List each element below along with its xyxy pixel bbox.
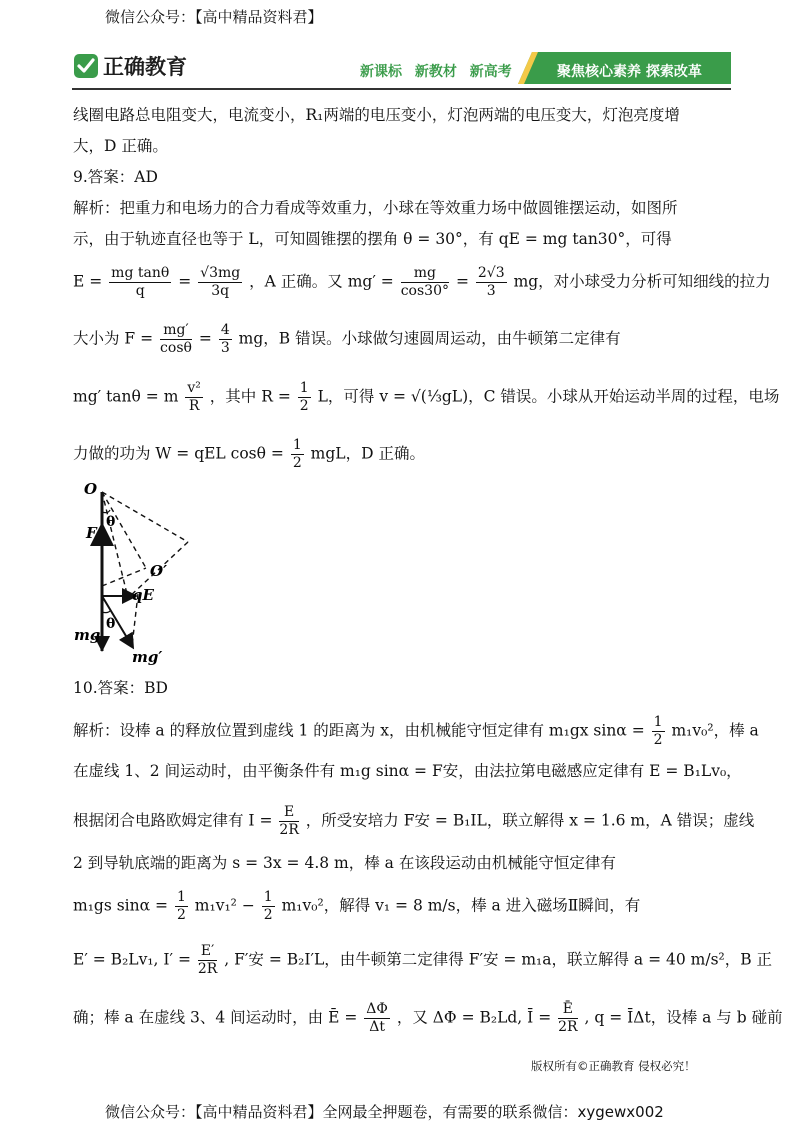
fraction: $\frac{1}{2}$ <box>653 714 663 748</box>
header-divider <box>72 88 731 90</box>
q10-answer: 10.答案：BD <box>73 679 168 697</box>
formula-line: mg′ tanθ = m $\frac{\text{v²}}{R}$ ，其中 R = $\frac{1}{2}$ L，可得 v = √(⅓gL)，C 错误。小球从开始运动半周的过程，电场 <box>73 380 780 414</box>
label-F: F <box>86 524 97 542</box>
fraction: $\frac{Ē}{2R}$ <box>558 1001 578 1035</box>
formula-line: 确；棒 a 在虚线 3、4 间运动时，由 Ē = $\frac{\Delta\Phi}{\Delta t}$ ，又 ΔΦ = B₂Ld, Ī = $\frac{Ē}{2R}$ , q = ĪΔt，设棒 a 与 b 碰前 <box>73 1001 783 1035</box>
fraction: $\frac{mg}{\cos 30^\circ}$ <box>400 265 449 299</box>
fraction: $\frac{1}{2}$ <box>263 889 273 923</box>
text-line: 2 到导轨底端的距离为 s = 3x = 4.8 m，棒 a 在该段运动由机械能守恒定律有 <box>73 854 616 872</box>
fraction: $\frac{1}{2}$ <box>176 889 186 923</box>
bottom-wechat-note: 微信公众号：【高中精品资料君】全网最全押题卷，有需要的联系微信：xygewx002 <box>105 1103 664 1121</box>
label-O: O <box>84 480 98 498</box>
fraction: $\frac{E}{2R}$ <box>279 804 299 838</box>
formula-line: 解析：设棒 a 的释放位置到虚线 1 的距离为 x，由机械能守恒定律有 m₁gx sinα = $\frac{1}{2}$ m₁v₀²，棒 a <box>73 714 759 748</box>
dashed-line <box>102 492 128 598</box>
fraction: $\frac{\text{v²}}{R}$ <box>187 380 201 414</box>
tag-new-standard: 新课标 <box>360 64 402 80</box>
label-theta-bottom: θ <box>106 616 116 632</box>
q9-answer: 9.答案：AD <box>73 168 158 186</box>
fraction: $\frac{√3mg}{3q}$ <box>200 265 241 299</box>
brand-logo <box>73 51 187 81</box>
formula-line: 力做的功为 W = qEL cosθ = $\frac{1}{2}$ mgL，D 正确。 <box>73 437 425 471</box>
formula-line: 根据闭合电路欧姆定律有 I = $\frac{E}{2R}$ ，所受安培力 F安 = B₁IL，联立解得 x = 1.6 m，A 错误；虚线 <box>73 804 755 838</box>
formula-line: 大小为 F = $\frac{mg'}{\cos\theta}$ = $\frac{4}{3}$ mg，B 错误。小球做匀速圆周运动，由牛顿第二定律有 <box>73 322 621 356</box>
label-mg-prime: mg′ <box>132 648 163 666</box>
fraction: $\frac{1}{2}$ <box>292 437 302 471</box>
slogan-text: 聚焦核心素养 探索改革 <box>557 64 702 80</box>
fraction: $\frac{\Delta\Phi}{\Delta t}$ <box>366 1001 388 1035</box>
tag-new-exam: 新高考 <box>469 64 512 80</box>
text-line: 线圈电路总电阻变大，电流变小，R₁两端的电压变小，灯泡两端的电压变大，灯泡亮度增 <box>73 106 680 124</box>
fraction: $\frac{1}{2}$ <box>299 380 309 414</box>
copyright-notice: 版权所有©正确教育 侵权必究！ <box>531 1059 696 1073</box>
text-line: 在虚线 1、2 间运动时，由平衡条件有 m₁g sinα = F安，由法拉第电磁感应定律有 E = B₁Lv₀， <box>73 762 742 780</box>
top-wechat-note: 微信公众号：【高中精品资料君】 <box>105 8 323 26</box>
check-logo-icon <box>73 53 99 79</box>
text-line: 示，由于轨迹直径也等于 L，可知圆锥摆的摆角 θ = 30°，有 qE = mg tan30°，可得 <box>73 230 672 248</box>
text-line: 大，D 正确。 <box>73 137 168 155</box>
formula-line: m₁gs sinα = $\frac{1}{2}$ m₁v₁² − $\frac{1}{2}$ m₁v₀²，解得 v₁ = 8 m/s，棒 a 进入磁场Ⅱ瞬间，有 <box>73 889 641 923</box>
formula-line: E = $\frac{\text{mg tanθ}}{q}$ = $\frac{√3mg}{3q}$ ，A 正确。又 mg′ = $\frac{mg}{\cos 30^\circ}$ = $\frac{2√3}{3}$ mg，对小球受力分析可知细线的拉力 <box>73 265 771 299</box>
fraction: $\frac{mg'}{\cos\theta}$ <box>160 322 192 356</box>
fraction: $\frac{\text{mg tanθ}}{q}$ <box>111 265 170 299</box>
label-qE: qE <box>132 586 154 604</box>
conical-pendulum-diagram <box>70 476 210 666</box>
header-tags <box>360 61 520 81</box>
formula-line: E′ = B₂Lv₁, I′ = $\frac{E'}{2R}$ , F′安 = B₂I′L，由牛顿第二定律得 F′安 = m₁a，联立解得 a = 40 m/s²，B 正 <box>73 943 773 977</box>
fraction: $\frac{2√3}{3}$ <box>477 265 505 299</box>
label-theta-top: θ <box>106 514 116 530</box>
label-mg: mg <box>74 626 101 644</box>
tag-new-textbook: 新教材 <box>414 64 457 80</box>
fraction: $\frac{E'}{2R}$ <box>197 943 218 977</box>
text-line: 解析：把重力和电场力的合力看成等效重力，小球在等效重力场中做圆锥摆运动，如图所 <box>73 199 678 217</box>
dashed-line <box>102 492 146 568</box>
label-O-prime: O′ <box>150 562 168 580</box>
fraction: $\frac{4}{3}$ <box>220 322 230 356</box>
brand-name: 正确教育 <box>103 55 187 79</box>
